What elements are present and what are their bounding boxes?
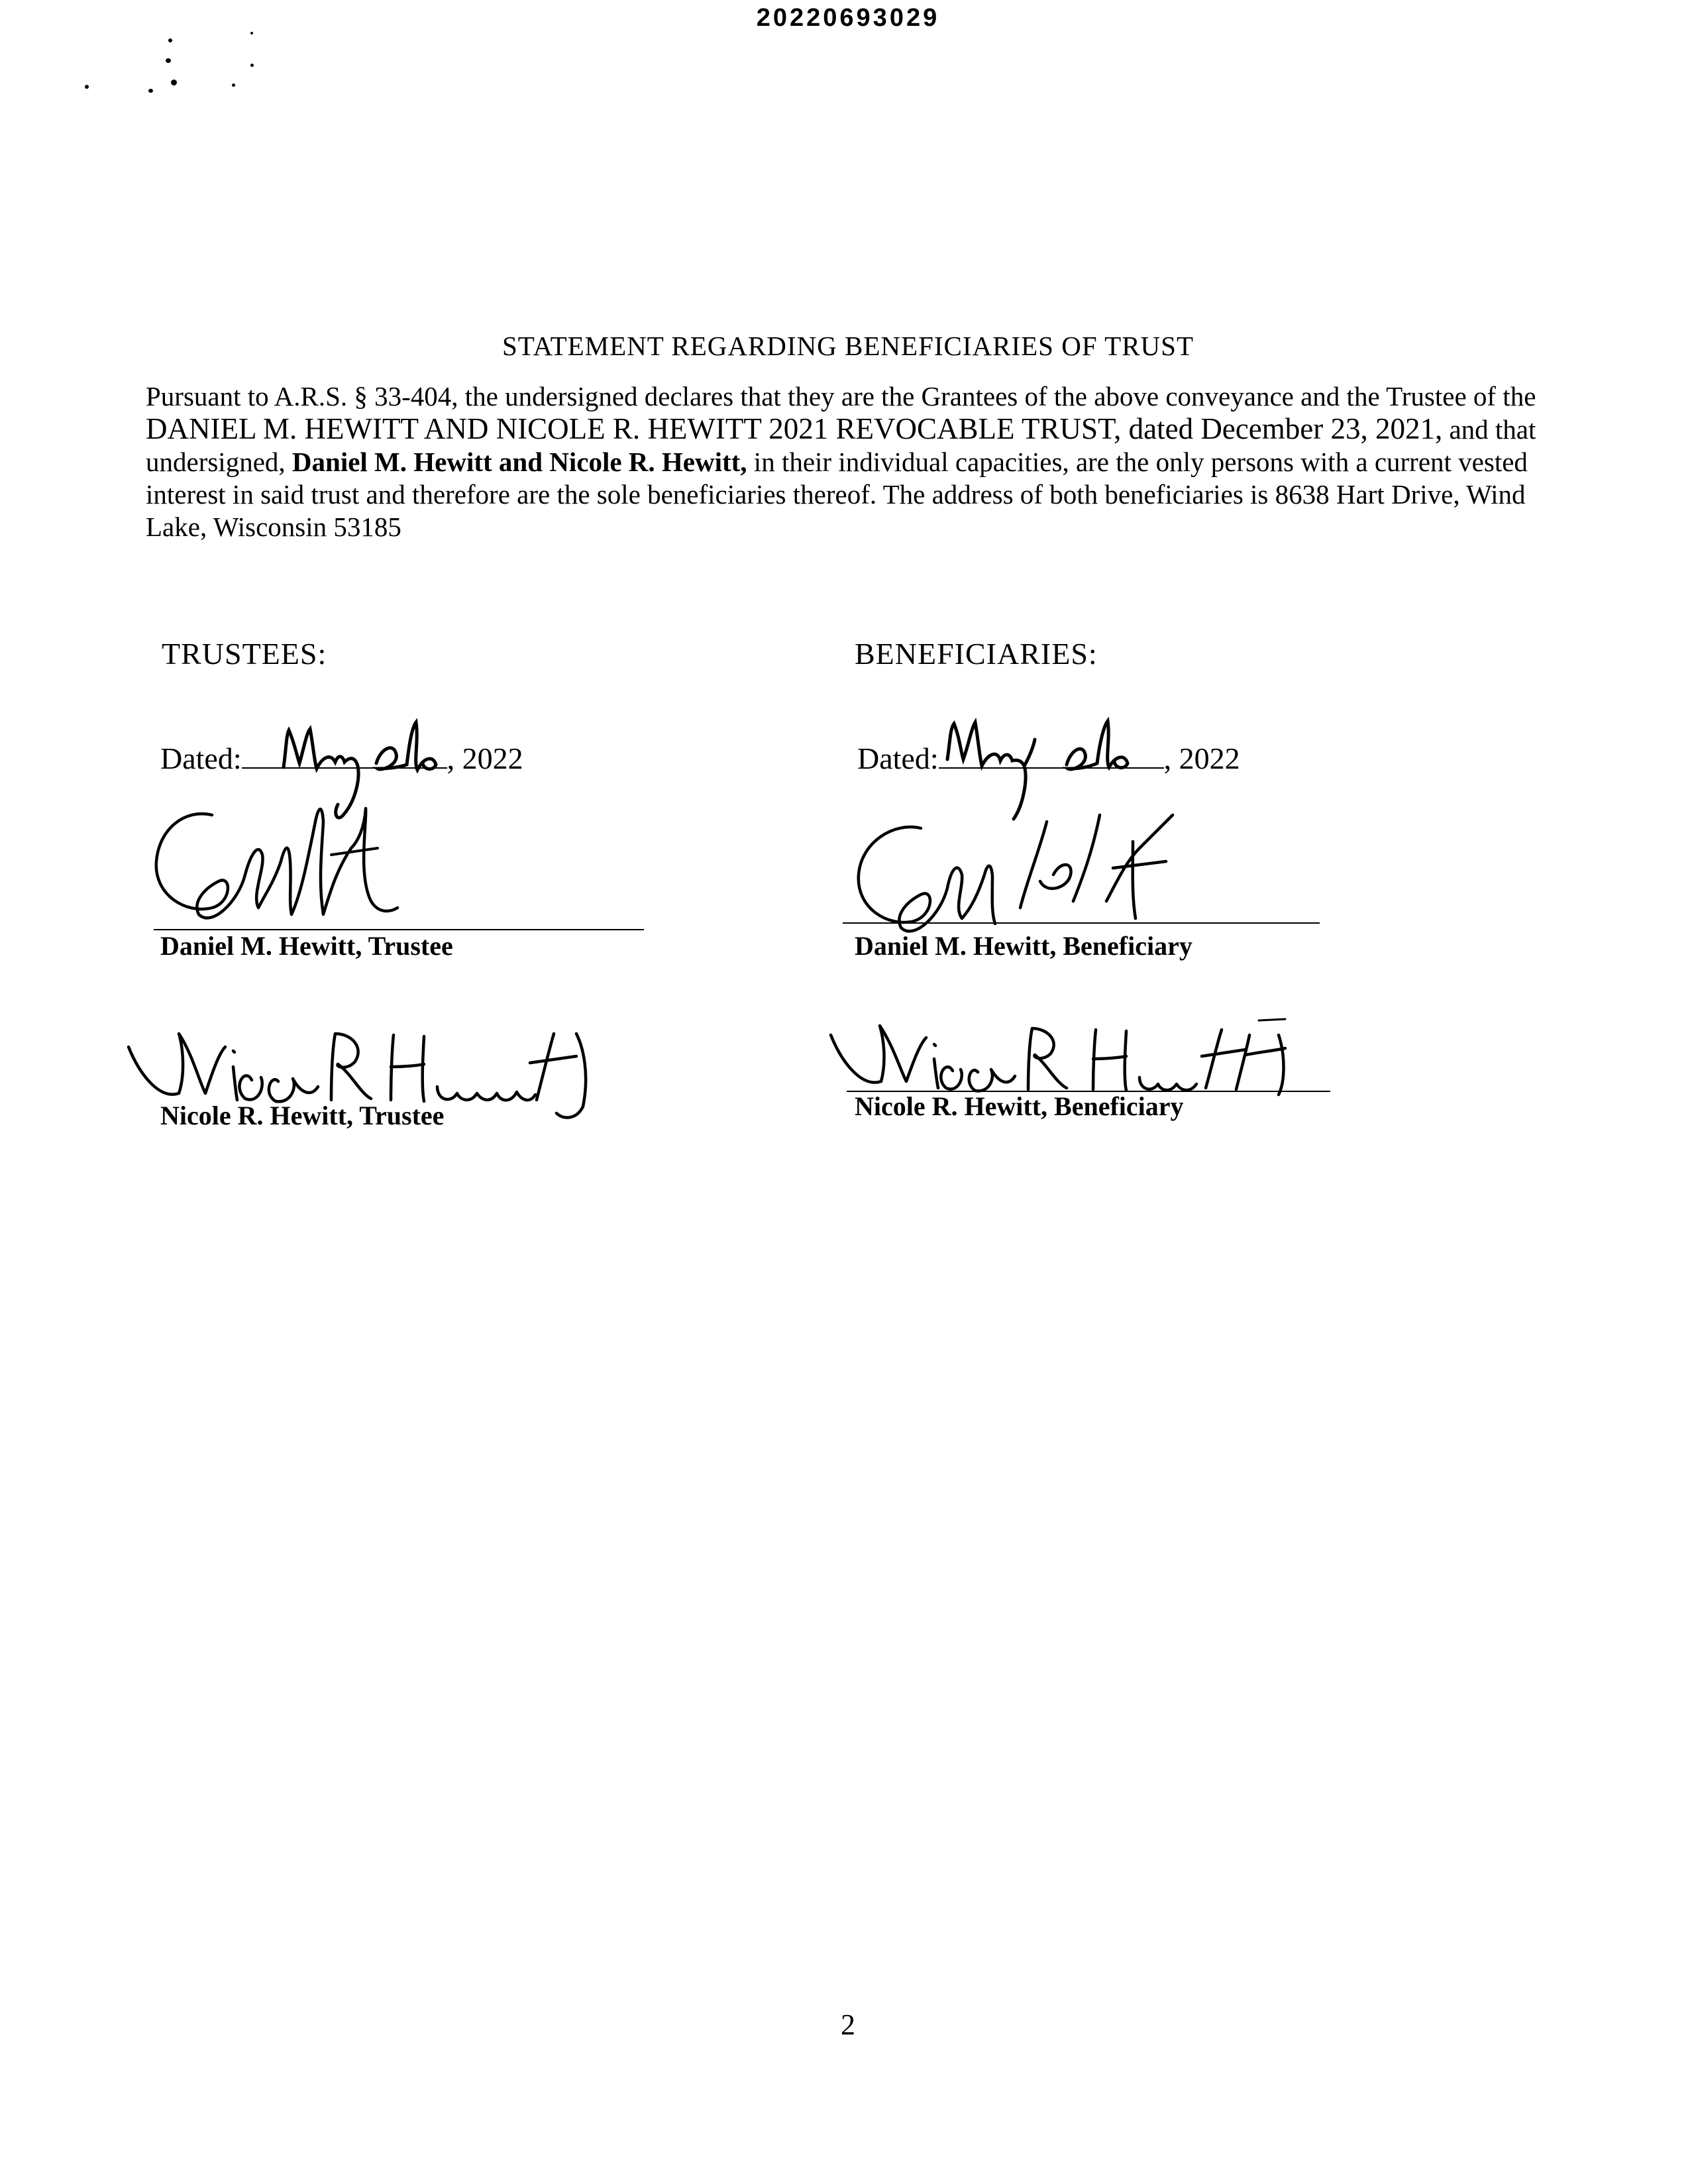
trust-name: DANIEL M. HEWITT AND NICOLE R. HEWITT 2021 REVOCABLE TRUST, dated December 23, 2021, [146, 412, 1443, 445]
daniel-beneficiary-name: Daniel M. Hewitt, Beneficiary [855, 931, 1192, 961]
nicole-trustee-name: Nicole R. Hewitt, Trustee [160, 1101, 445, 1130]
document-title: STATEMENT REGARDING BENEFICIARIES OF TRUST [502, 331, 1194, 361]
beneficiaries-dated-label: Dated: [857, 741, 939, 775]
page-number: 2 [841, 2008, 855, 2041]
beneficiaries-heading: BENEFICIARIES: [855, 637, 1098, 671]
daniel-trustee-name: Daniel M. Hewitt, Trustee [160, 931, 453, 961]
beneficiaries-dated-year: , 2022 [1163, 741, 1240, 775]
recording-number: 20220693029 [756, 4, 940, 32]
trustees-dated-year: , 2022 [447, 741, 523, 775]
statement-paragraph [146, 380, 1570, 543]
daniel-beneficiary-signature [822, 802, 1192, 948]
statement-text-part1: Pursuant to A.R.S. § 33-404, the undersigned declares that they are the Grantees of the above conveyance and the Trustee of the [146, 381, 1536, 411]
nicole-beneficiary-name: Nicole R. Hewitt, Beneficiary [855, 1091, 1184, 1121]
beneficiary-names: Daniel M. Hewitt and Nicole R. Hewitt, [292, 447, 747, 477]
statement-text-part2: and that undersigned, [146, 414, 1536, 477]
daniel-trustee-signature [132, 782, 424, 934]
trustees-heading: TRUSTEES: [162, 637, 327, 671]
daniel-beneficiary-signature-line [843, 922, 1320, 924]
statement-text-part3: in their individual capacities, are the only persons with a current vested interest in said trust and therefore are the sole beneficiaries thereof. The address of both beneficiaries is 8638 Hart Drive, Wind Lake, Wisconsin 53185 [146, 447, 1528, 542]
trustees-dated-label: Dated: [160, 741, 242, 775]
